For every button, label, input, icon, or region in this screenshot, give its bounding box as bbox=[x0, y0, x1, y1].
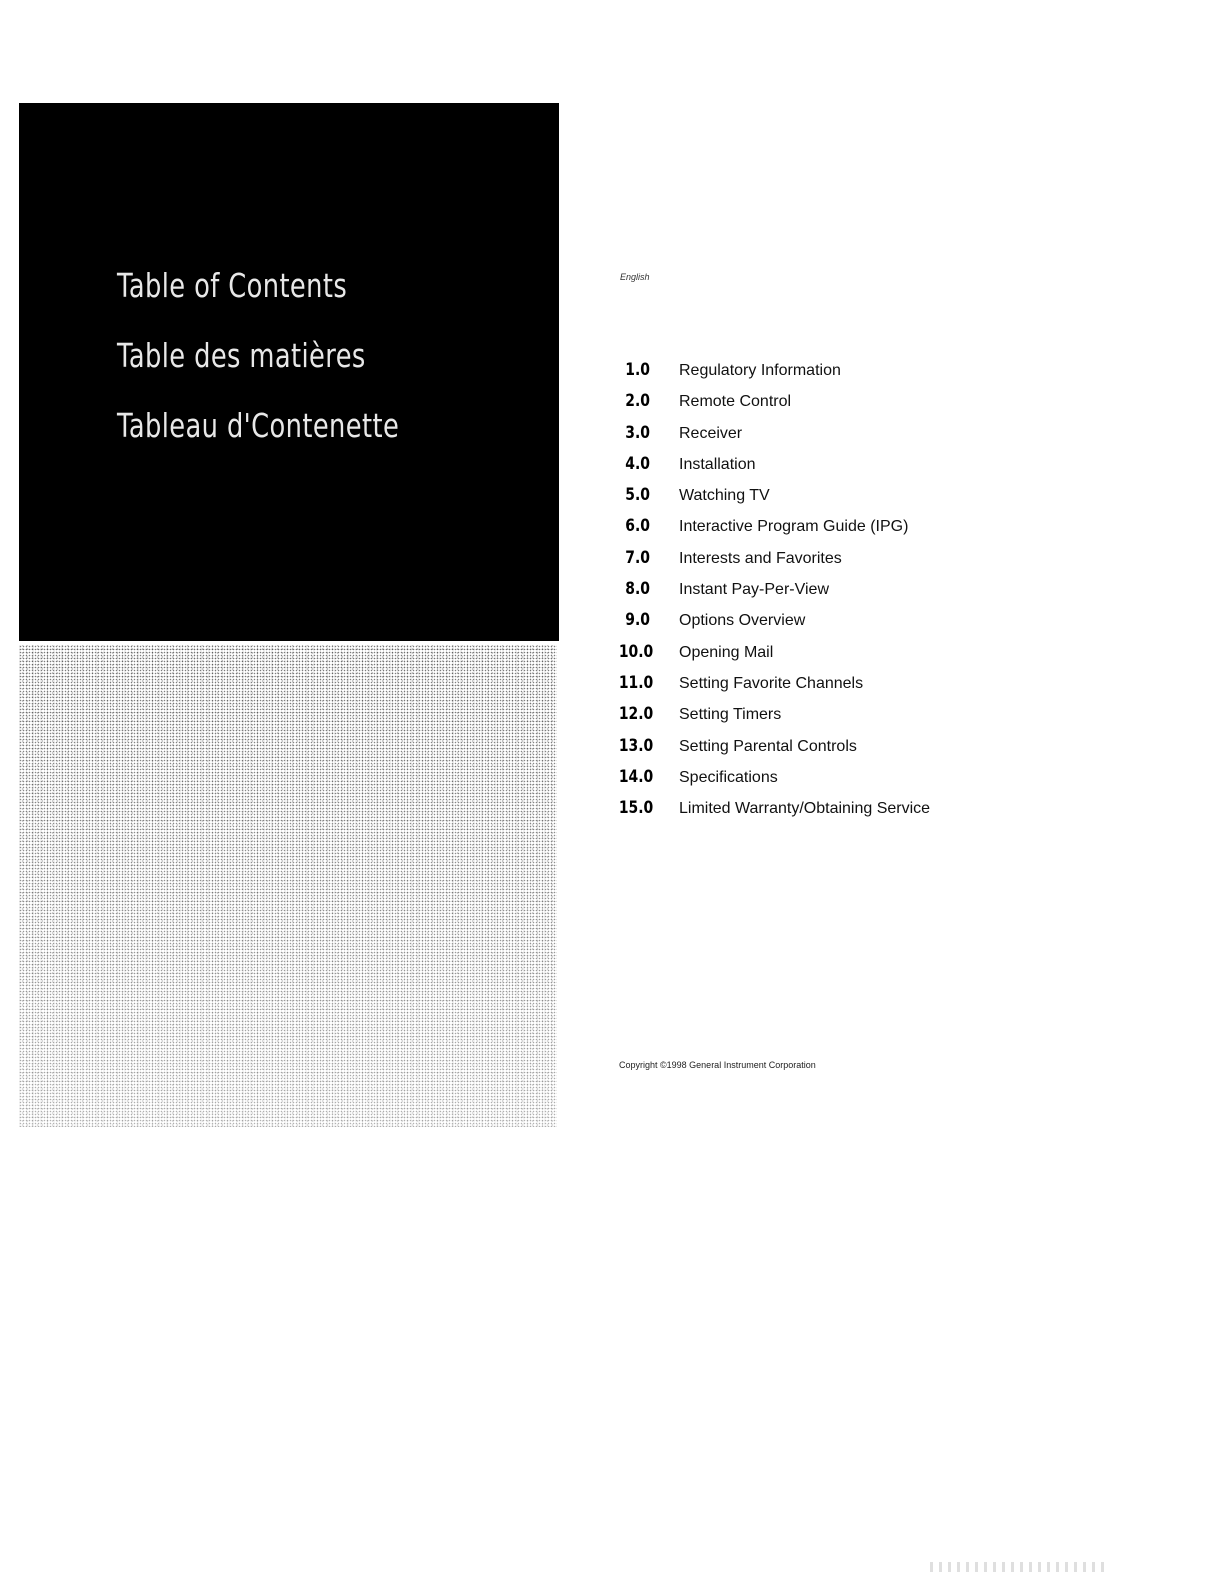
toc-label: Watching TV bbox=[679, 487, 770, 505]
toc-number: 13.0 bbox=[618, 735, 654, 756]
toc-number: 3.0 bbox=[625, 422, 650, 443]
toc-label: Setting Favorite Channels bbox=[679, 674, 864, 692]
copyright-notice: Copyright ©1998 General Instrument Corporation bbox=[619, 1060, 816, 1070]
toc-number: 7.0 bbox=[625, 547, 650, 568]
toc-entry[interactable] bbox=[612, 391, 930, 422]
toc-label: Setting Parental Controls bbox=[679, 737, 857, 755]
toc-entry[interactable] bbox=[612, 360, 930, 391]
toc-number: 6.0 bbox=[625, 516, 650, 537]
toc-label: Remote Control bbox=[679, 393, 792, 411]
toc-number: 14.0 bbox=[618, 766, 654, 787]
toc-label: Options Overview bbox=[679, 612, 806, 630]
toc-number: 1.0 bbox=[625, 360, 650, 380]
toc-entry[interactable] bbox=[612, 767, 930, 798]
cover-titles bbox=[117, 268, 479, 478]
dithered-texture-image bbox=[19, 645, 557, 1127]
toc-number: 15.0 bbox=[618, 798, 654, 819]
toc-number: 2.0 bbox=[625, 391, 650, 412]
toc-number: 5.0 bbox=[625, 485, 650, 506]
toc-entry[interactable] bbox=[612, 610, 930, 641]
cover-title-french: Table des matières bbox=[117, 336, 366, 375]
toc-label: Receiver bbox=[679, 424, 743, 442]
toc-label: Interests and Favorites bbox=[679, 549, 842, 567]
toc-label: Instant Pay-Per-View bbox=[679, 581, 829, 599]
toc-label: Interactive Program Guide (IPG) bbox=[679, 518, 909, 536]
toc-entry[interactable] bbox=[612, 516, 930, 547]
toc-entry[interactable] bbox=[612, 736, 930, 767]
toc-label: Regulatory Information bbox=[679, 362, 841, 379]
cover-title-alt: Tableau d'Contenette bbox=[117, 406, 400, 445]
toc-entry[interactable] bbox=[612, 798, 930, 829]
toc-entry[interactable] bbox=[612, 642, 930, 673]
toc-label: Installation bbox=[679, 455, 756, 473]
toc-number: 12.0 bbox=[618, 704, 654, 725]
toc-number: 4.0 bbox=[625, 453, 650, 474]
footer-scan-mark bbox=[930, 1562, 1110, 1572]
language-label: English bbox=[620, 272, 650, 282]
toc-entry[interactable] bbox=[612, 579, 930, 610]
toc-entry[interactable] bbox=[612, 704, 930, 735]
cover-title-english: Table of Contents bbox=[117, 266, 348, 305]
toc-label: Opening Mail bbox=[679, 643, 774, 661]
toc-entry[interactable] bbox=[612, 423, 930, 454]
toc-entry[interactable] bbox=[612, 548, 930, 579]
toc-label: Specifications bbox=[679, 768, 778, 786]
toc-number: 10.0 bbox=[618, 641, 654, 662]
toc-entry[interactable] bbox=[612, 454, 930, 485]
toc-label: Setting Timers bbox=[679, 706, 782, 724]
toc-entry[interactable] bbox=[612, 673, 930, 704]
toc-entry[interactable] bbox=[612, 485, 930, 516]
toc-number: 9.0 bbox=[625, 610, 650, 631]
toc-number: 11.0 bbox=[618, 672, 654, 693]
table-of-contents-list bbox=[612, 360, 930, 829]
toc-number: 8.0 bbox=[625, 579, 650, 600]
toc-label: Limited Warranty/Obtaining Service bbox=[679, 800, 931, 818]
